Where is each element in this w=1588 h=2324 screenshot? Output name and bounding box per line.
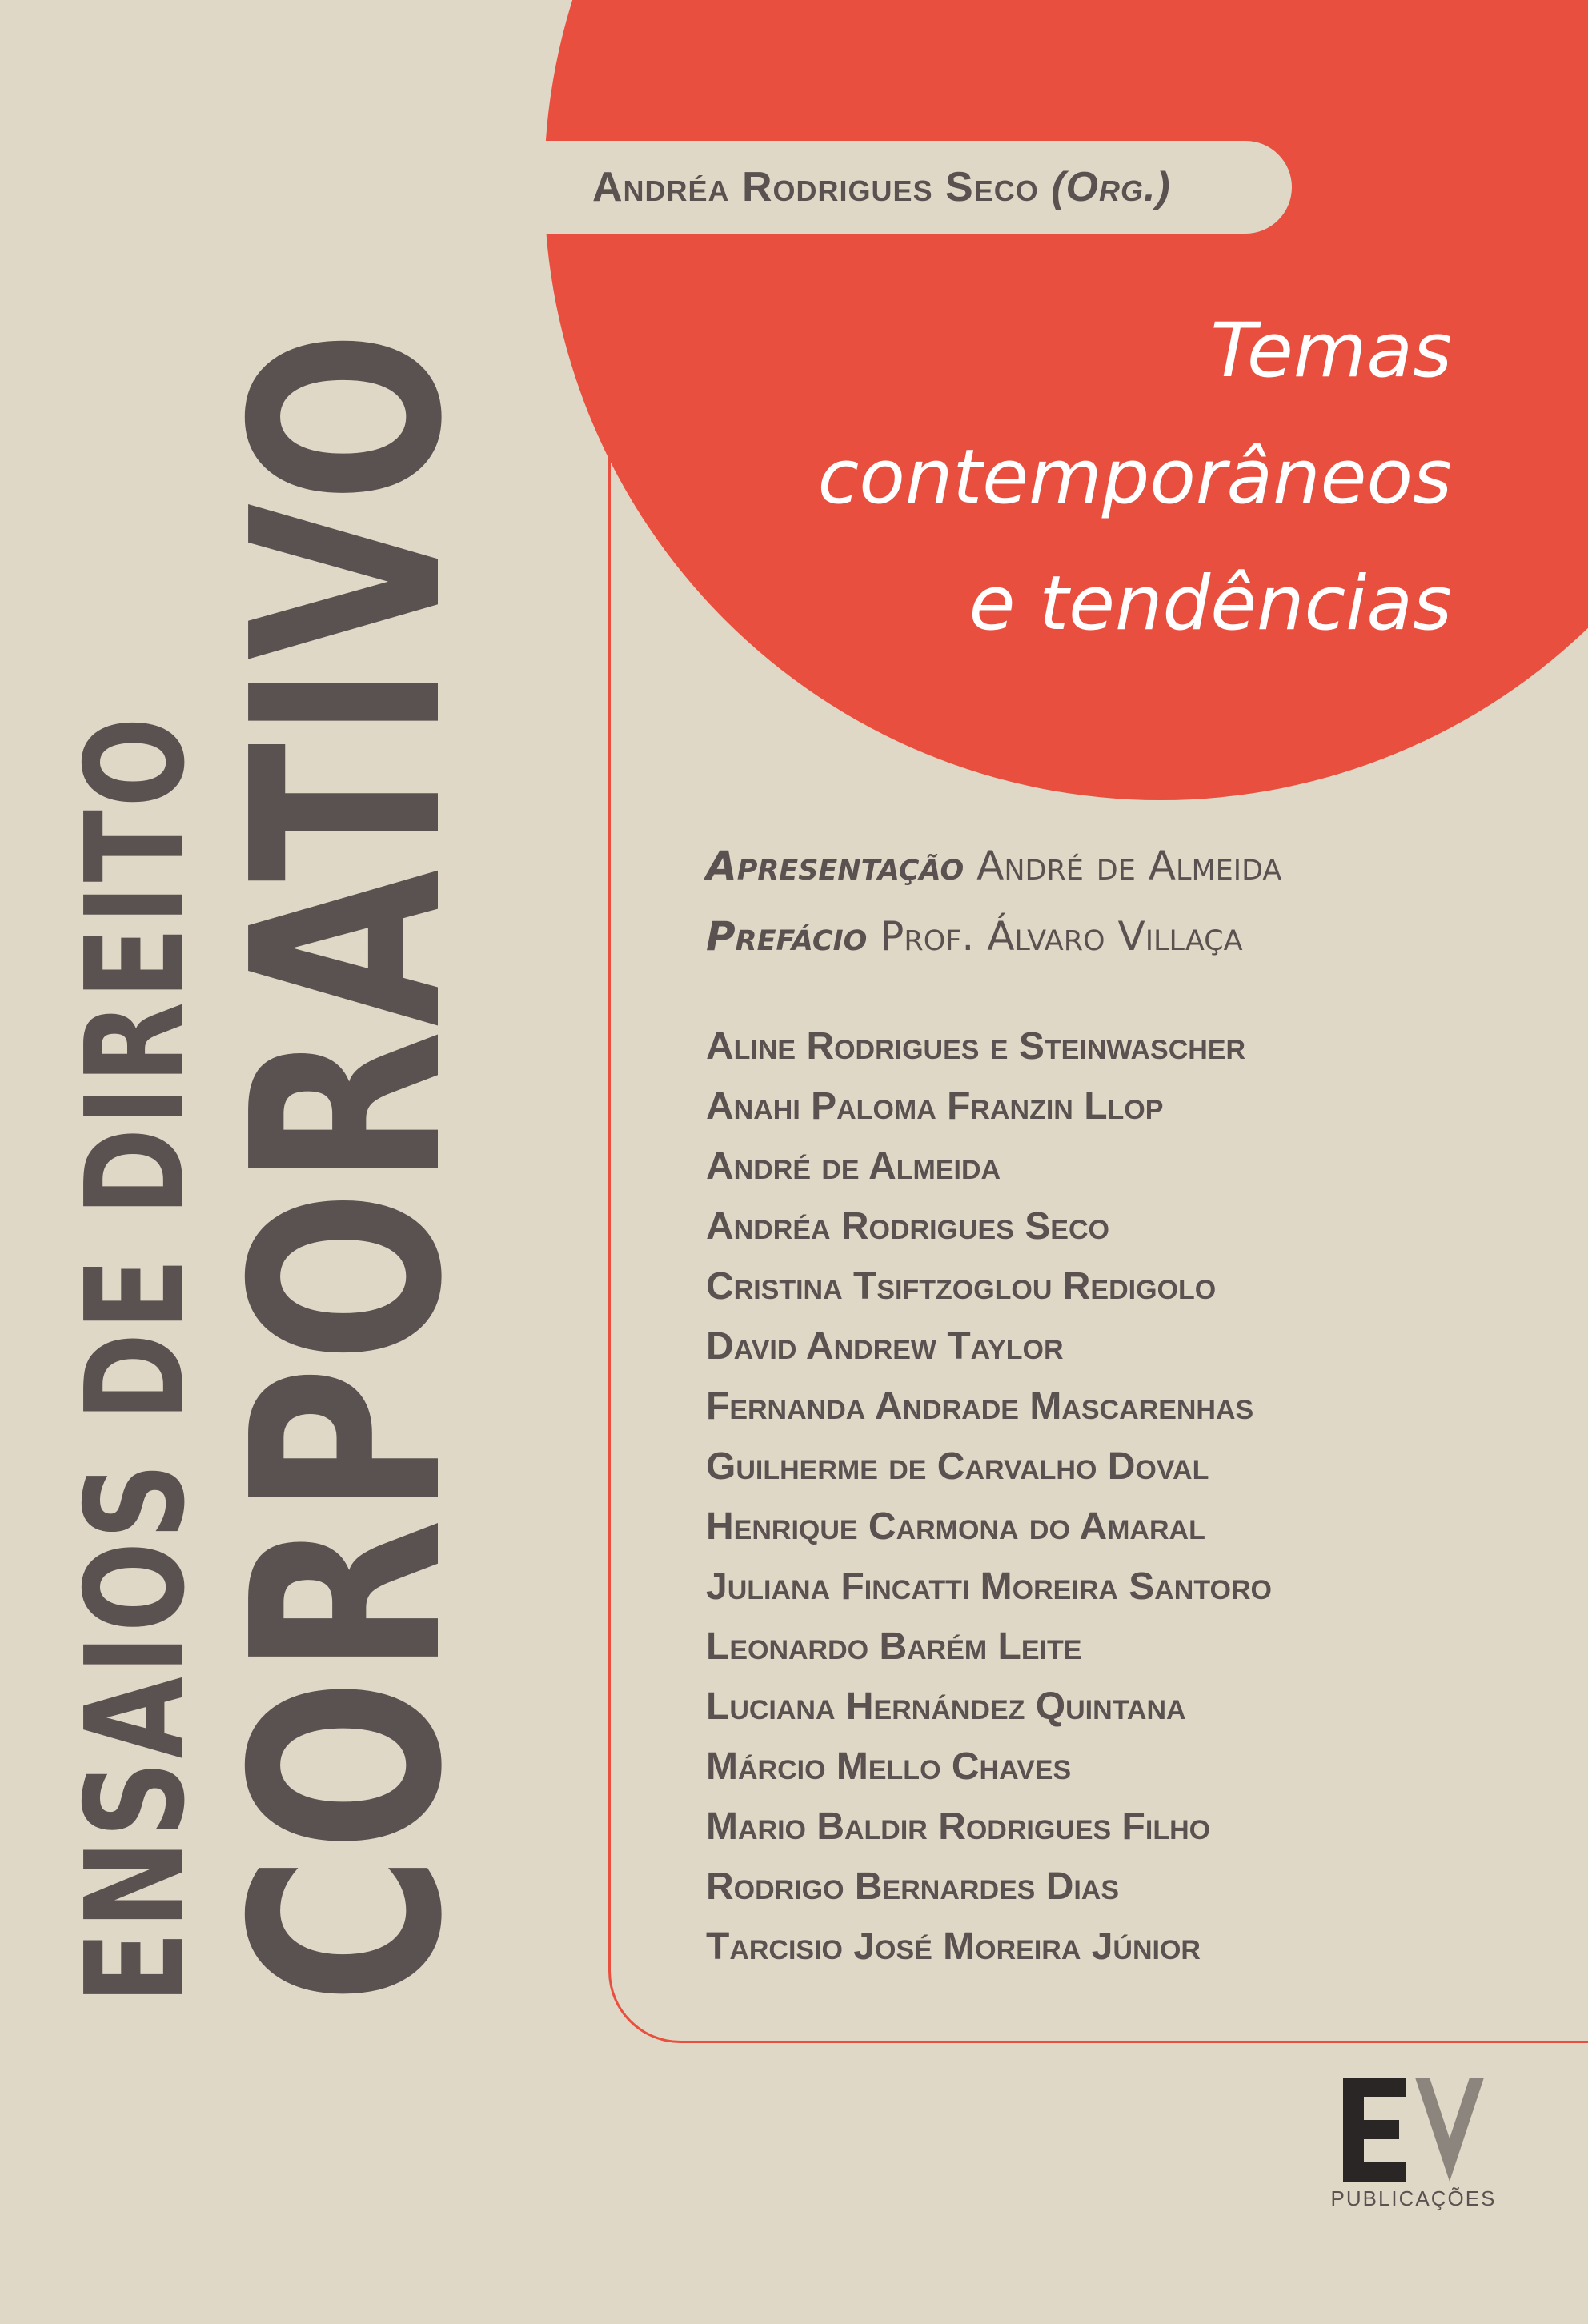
contributor-item: Leonardo Barém Leite — [706, 1625, 1082, 1668]
contributor-item: Tarcisio José Moreira Júnior — [706, 1925, 1201, 1968]
preface-name: Prof. Álvaro Villaça — [880, 913, 1243, 960]
publisher-logo — [1327, 2078, 1500, 2222]
contributor-item: Rodrigo Bernardes Dias — [706, 1865, 1120, 1908]
subtitle-line: Temas — [1210, 307, 1452, 395]
preface-credit — [706, 901, 1281, 972]
contributor-item: Henrique Carmona do Amaral — [706, 1505, 1205, 1548]
presentation-credit — [706, 831, 1281, 901]
contributor-item: Luciana Hernández Quintana — [706, 1685, 1186, 1728]
contributor-item: Fernanda Andrade Mascarenhas — [706, 1385, 1254, 1428]
contributor-item: David Andrew Taylor — [706, 1325, 1064, 1368]
contributor-item: Aline Rodrigues e Steinwascher — [706, 1025, 1246, 1068]
presentation-role: Apresentação — [706, 843, 964, 889]
title-line-1: ENSAIOS DE DIREITO — [57, 715, 215, 2004]
title-line-2: CORPORATIVO — [196, 327, 499, 2004]
contributor-item: André de Almeida — [706, 1145, 1001, 1188]
contributor-item: Juliana Fincatti Moreira Santoro — [706, 1565, 1272, 1608]
subtitle — [652, 288, 1452, 667]
credits — [706, 831, 1281, 972]
organizer-name: Andréa Rodrigues Seco — [592, 164, 1039, 210]
subtitle-line: e tendências — [968, 560, 1452, 647]
contributors-list — [706, 1016, 1272, 1977]
contributor-item: Guilherme de Carvalho Doval — [706, 1445, 1209, 1488]
contributor-item: Andréa Rodrigues Seco — [706, 1205, 1109, 1248]
ev-logo-icon — [1343, 2078, 1484, 2182]
preface-role: Prefácio — [706, 913, 868, 960]
contributor-item: Cristina Tsiftzoglou Redigolo — [706, 1265, 1217, 1308]
contributor-item: Anahi Paloma Franzin Llop — [706, 1085, 1164, 1128]
organizer — [592, 141, 1171, 234]
vertical-title — [0, 0, 528, 2324]
subtitle-line: contemporâneos — [817, 434, 1452, 521]
presentation-name: André de Almeida — [976, 843, 1282, 889]
organizer-suffix: (Org.) — [1051, 164, 1171, 210]
publisher-label: PUBLICAÇÕES — [1330, 2186, 1497, 2210]
contributor-item: Mario Baldir Rodrigues Filho — [706, 1805, 1211, 1848]
contributor-item: Márcio Mello Chaves — [706, 1745, 1072, 1788]
